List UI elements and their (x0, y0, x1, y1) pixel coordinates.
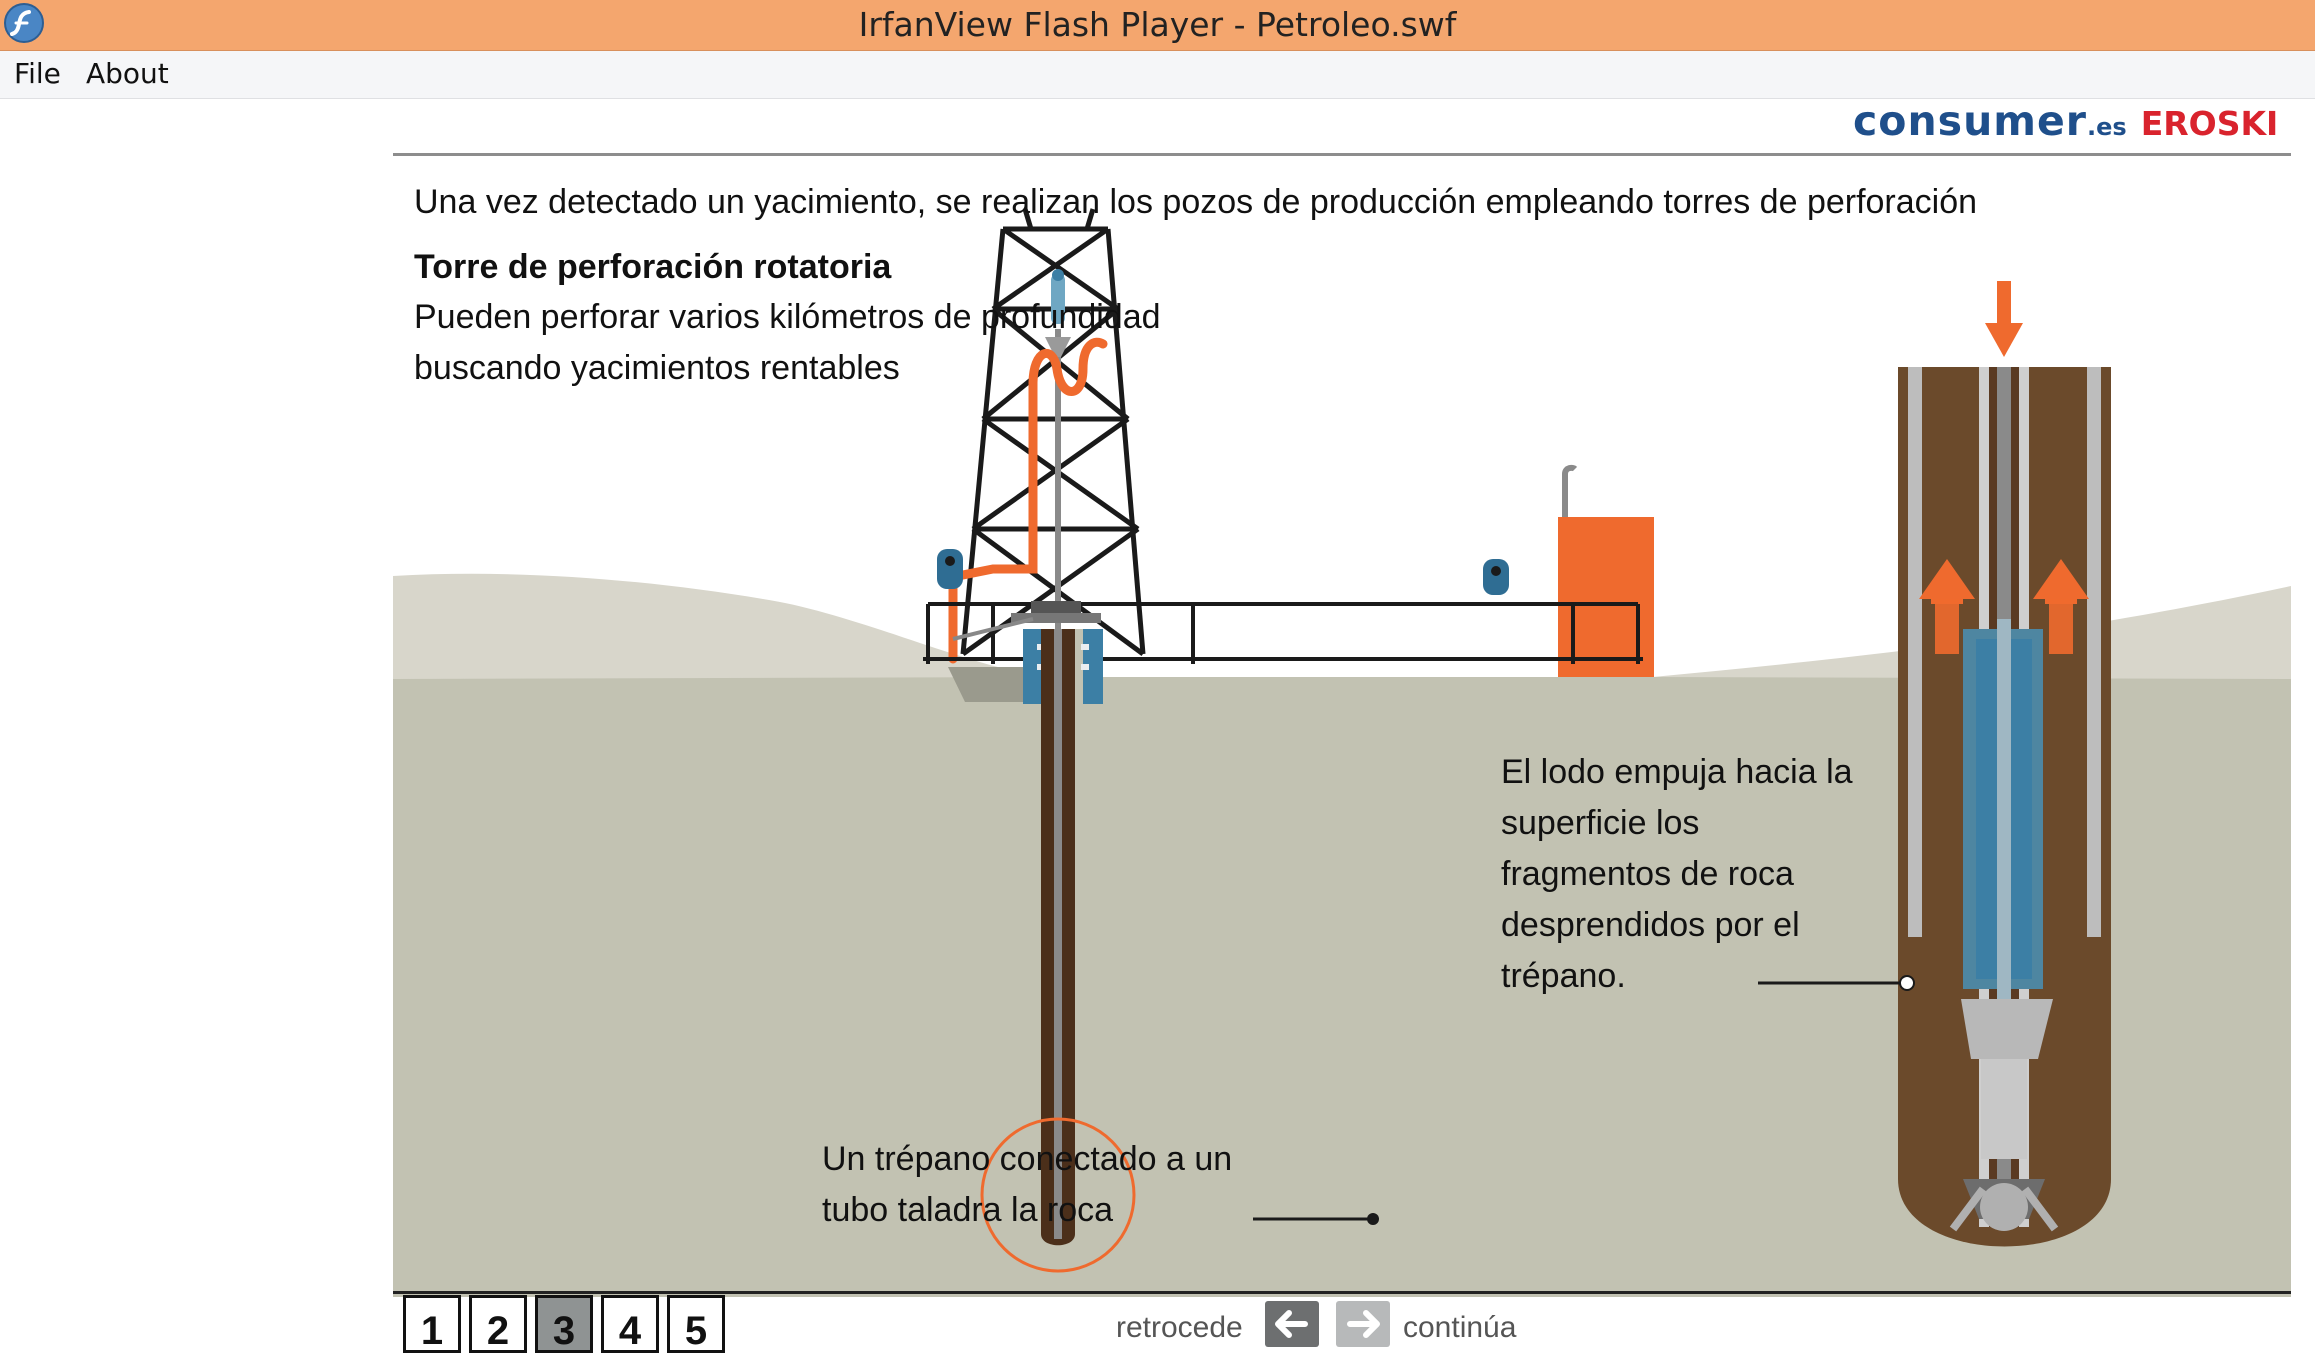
brand-eroski: EROSKI (2140, 104, 2279, 143)
bit-caption: Un trépano conectado a un tubo taladra la roca (822, 1140, 1233, 1229)
hill-left (393, 574, 1063, 679)
mud-caption: El lodo empuja hacia la superficie los fragmentos de roca desprendidos por el trépano. (1501, 753, 1853, 995)
page-button-5[interactable]: 5 (667, 1295, 725, 1353)
arrow-right-icon (1336, 1301, 1390, 1347)
brand-consumer: consumer (1853, 97, 2088, 145)
section-heading: Torre de perforación rotatoria (414, 248, 892, 286)
wellbore-detail (1898, 367, 2111, 1247)
window-title: IrfanView Flash Player - Petroleo.swf (858, 5, 1457, 44)
page-button-3[interactable]: 3 (535, 1295, 593, 1353)
header-divider (393, 153, 2291, 156)
page-button-1[interactable]: 1 (403, 1295, 461, 1353)
rotary-table (1031, 601, 1081, 613)
next-button[interactable] (1336, 1301, 1390, 1347)
nav-divider (393, 1291, 2291, 1294)
flash-stage (393, 97, 2293, 1353)
back-button[interactable] (1265, 1301, 1319, 1347)
menu-about[interactable]: About (86, 57, 169, 90)
intro-text: Una vez detectado un yacimiento, se realizan los pozos de producción empleando torres de perforación (414, 183, 1978, 221)
mud-pump-right (1483, 559, 1509, 595)
mud-pump-left (937, 549, 963, 589)
next-label[interactable]: continúa (1403, 1311, 1517, 1344)
menu-bar (0, 51, 2315, 99)
back-label[interactable]: retrocede (1116, 1311, 1243, 1344)
menu-file[interactable]: File (14, 57, 61, 90)
title-bar (0, 0, 2315, 51)
arrow-left-icon (1265, 1301, 1319, 1347)
brand-logo (1853, 97, 2278, 145)
page-button-4[interactable]: 4 (601, 1295, 659, 1353)
brand-es: .es (2087, 113, 2127, 141)
page-button-2[interactable]: 2 (469, 1295, 527, 1353)
section-description: Pueden perforar varios kilómetros de profundidad buscando yacimientos rentables (414, 298, 1161, 387)
